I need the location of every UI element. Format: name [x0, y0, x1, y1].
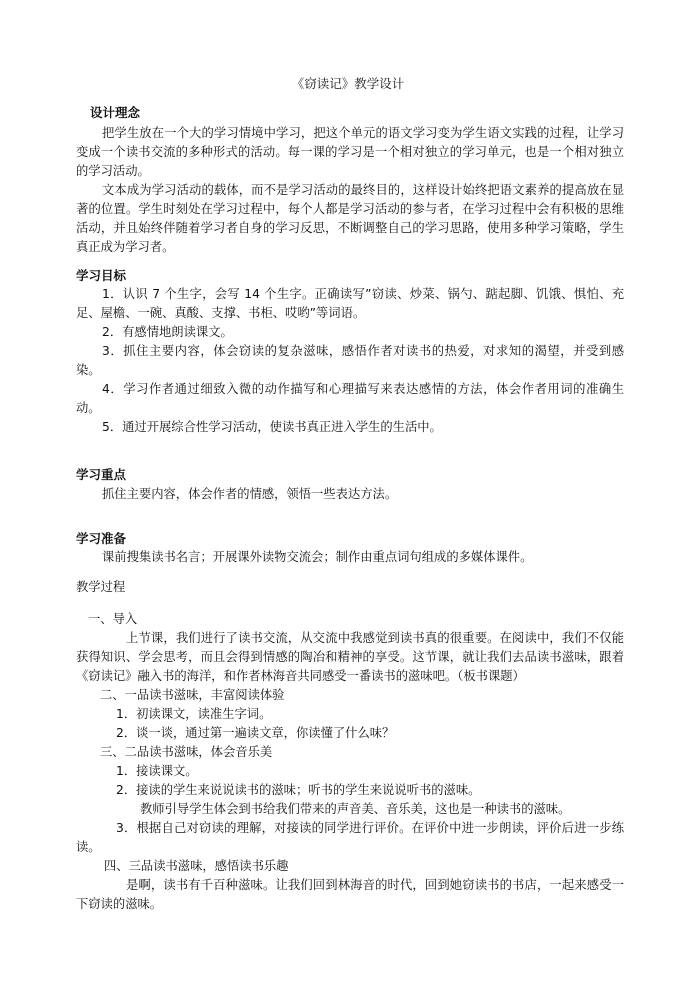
- goal-item-5: 5．通过开展综合性学习活动，使读书真正进入学生的生活中。: [102, 420, 442, 434]
- intro-text: 上节课，我们进行了读书交流，从交流中我感觉到读书真的很重要。在阅读中，我们不仅能获得知识、学会思考，而且会得到情感的陶冶和精神的享受。这节课，就让我们去品读书滋味，跟着《窃读记》融入书的海洋，和作者林海音共同感受一番读书的滋味吧。（板书课题）: [76, 631, 624, 683]
- part3-label: 三、二品读书滋味，体会音乐美: [100, 745, 273, 759]
- document-title: 《窃读记》教学设计: [291, 76, 405, 91]
- design-heading: 设计理念: [90, 105, 141, 120]
- goal-item-4: 4．学习作者通过细致入微的动作描写和心理描写来表达感情的方法，体会作者用词的准确生动。: [76, 382, 624, 415]
- goals-heading: 学习目标: [76, 268, 127, 283]
- part4-label: 四、三品读书滋味，感悟读书乐趣: [104, 859, 289, 873]
- part2-label: 二、一品读书滋味，丰富阅读体验: [100, 688, 285, 702]
- part3-item-1: 1．接读课文。: [116, 764, 198, 778]
- goal-item-2: 2．有感情地朗读课文。: [102, 325, 233, 339]
- focus-text: 抓住主要内容，体会作者的情感，领悟一些表达方法。: [102, 487, 398, 501]
- part3-item-3: 3．根据自己对窃读的理解，对接读的同学进行评价。在评价中进一步朗读，评价后进一步练读。: [76, 821, 624, 854]
- part3-item-2: 2．接读的学生来说说读书的滋味；听书的学生来说说听书的滋味。: [116, 783, 481, 797]
- process-heading: 教学过程: [76, 580, 126, 594]
- focus-heading: 学习重点: [76, 467, 127, 482]
- design-paragraph-1: 把学生放在一个大的学习情境中学习，把这个单元的语文学习变为学生语文实践的过程，让学习变成一个读书交流的多种形式的活动。每一课的学习是一个相对独立的学习单元，也是一个相对独立的学习活动。: [76, 126, 624, 178]
- prep-heading: 学习准备: [76, 531, 127, 546]
- part3-note: 教师引导学生体会到书给我们带来的声音美、音乐美，这也是一种读书的滋味。: [140, 802, 571, 816]
- part4-text: 是啊，读书有千百种滋味。让我们回到林海音的时代，回到她窃读书的书店，一起来感受一下窃读的滋味。: [76, 878, 624, 911]
- intro-label: 一、导入: [88, 612, 138, 626]
- part2-item-2: 2．谈一谈，通过第一遍读文章，你读懂了什么味？: [116, 726, 395, 740]
- part2-item-1: 1．初读课文，读准生字词。: [116, 707, 272, 721]
- goal-item-1: 1．认识 7 个生字，会写 14 个生字。正确读写”窃读、炒菜、锅勺、踮起脚、饥饿、惧怕、充足、屋檐、一碗、真酸、支撑、书柜、哎哟”等词语。: [76, 287, 624, 320]
- design-paragraph-2: 文本成为学习活动的载体，而不是学习活动的最终目的，这样设计始终把语文素养的提高放在显著的位置。学生时刻处在学习过程中，每个人都是学习活动的参与者，在学习过程中会有积极的思维活动，并且始终伴随着学习者自身的学习反思，不断调整自己的学习思路，使用多种学习策略，学生真正成为学习者。: [76, 183, 624, 254]
- prep-text: 课前搜集读书名言；开展课外读物交流会；制作由重点词句组成的多媒体课件。: [102, 550, 533, 564]
- goal-item-3: 3．抓住主要内容，体会窃读的复杂滋味，感悟作者对读书的热爱，对求知的渴望，并受到感染。: [76, 344, 624, 377]
